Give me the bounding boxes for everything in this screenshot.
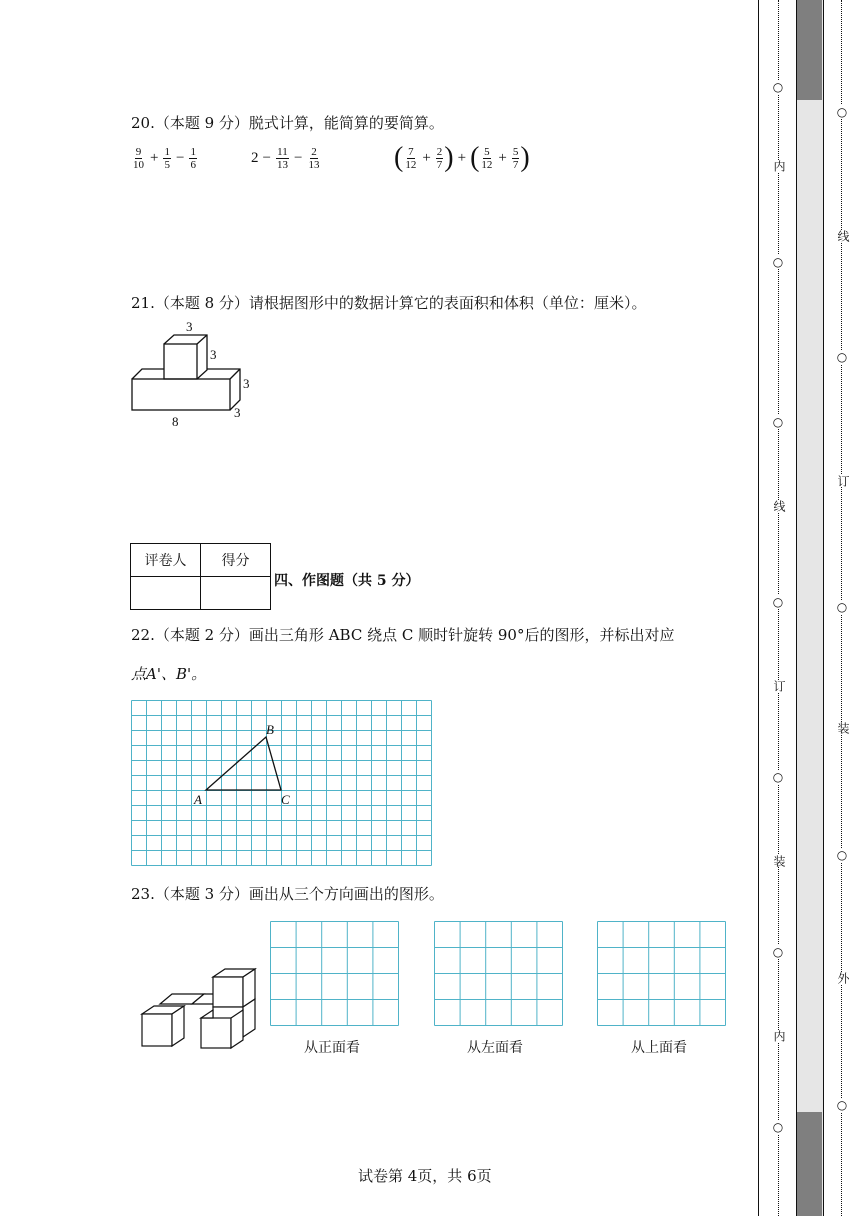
binding-circle: ○ (835, 1098, 849, 1112)
fraction-numerator: 2 (311, 146, 317, 158)
binding-strip (796, 0, 824, 1216)
triangle-abc (206, 737, 281, 790)
caption-left-view: 从左面看 (467, 1040, 523, 1056)
q21-text: 21.（本题 8 分）请根据图形中的数据计算它的表面积和体积（单位：厘米）。 (131, 294, 647, 312)
score-table-header-grader: 评卷人 (131, 544, 201, 577)
point-c-label: C (281, 792, 290, 807)
binding-circle: ○ (771, 1120, 785, 1134)
operator: − (293, 150, 303, 166)
score-table-header-score: 得分 (201, 544, 271, 577)
binding-circle: ○ (835, 105, 849, 119)
fraction-numerator: 5 (512, 145, 519, 158)
point-a-label: A (194, 792, 202, 807)
caption-front-view: 从正面看 (304, 1040, 360, 1056)
binding-inner-label: 订 (772, 680, 786, 692)
fraction-denominator: 10 (133, 159, 144, 171)
binding-inner-label: 线 (772, 500, 786, 512)
section-title: 四、作图题（共 5 分） (274, 573, 420, 589)
binding-circle: ○ (835, 350, 849, 364)
binding-circle: ○ (771, 415, 785, 429)
fraction-numerator: 2 (436, 145, 443, 158)
binding-circle: ○ (771, 945, 785, 959)
view-grid-front (270, 921, 400, 1027)
operator: − (175, 150, 185, 166)
dimension-label: 3 (243, 376, 250, 391)
fraction-denominator: 6 (190, 159, 196, 171)
q22-text: 22.（本题 2 分）画出三角形 ABC 绕点 C 顺时针旋转 90°后的图形，并标出对应 (131, 626, 675, 644)
operator: + (457, 149, 467, 166)
q23-text: 23.（本题 3 分）画出从三个方向画出的图形。 (131, 885, 444, 903)
operator: + (422, 149, 431, 166)
binding-inner-label: 装 (772, 855, 786, 867)
fraction-numerator: 9 (135, 146, 142, 158)
fraction-numerator: 7 (408, 145, 414, 158)
cuboid-figure (120, 318, 260, 430)
binding-outer-label: 外 (836, 972, 850, 984)
fraction-denominator: 7 (436, 158, 443, 171)
binding-circle: ○ (771, 595, 785, 609)
fraction-denominator: 12 (405, 158, 417, 171)
binding-inner-label: 内 (772, 1030, 786, 1042)
fraction-denominator: 5 (164, 159, 170, 171)
operator: − (262, 150, 271, 166)
fraction-numerator: 11 (277, 146, 288, 158)
fraction-denominator: 13 (308, 159, 320, 171)
q20-expression-1 (131, 146, 198, 171)
dimension-label: 3 (210, 347, 217, 362)
cubes-figure (138, 964, 260, 1054)
binding-strip-top-shade (797, 0, 822, 100)
dimension-label: 3 (186, 319, 193, 334)
binding-circle: ○ (771, 770, 785, 784)
grader-cell[interactable] (131, 577, 201, 610)
binding-circle: ○ (771, 255, 785, 269)
binding-outer-label: 装 (836, 722, 850, 734)
fraction-numerator: 5 (484, 145, 490, 158)
fraction-denominator: 12 (481, 158, 493, 171)
binding-outer-label: 订 (836, 475, 850, 487)
cube-front-face (164, 344, 197, 379)
operator: + (150, 150, 159, 166)
binding-outer-label: 线 (836, 230, 850, 242)
q20-expression-3: ( $\frac{7}{12}$ + $\frac{2}{7}$ ) + ( $\frac{5}{12}$ + $\frac{5}{7}$ ) (394, 142, 530, 173)
binding-circle: ○ (771, 80, 785, 94)
binding-border-left (758, 0, 759, 1216)
binding-strip-bottom-shade (797, 1112, 822, 1216)
fraction-denominator: 7 (512, 158, 519, 171)
binding-circle: ○ (835, 600, 849, 614)
score-table (130, 543, 271, 610)
q22-grid (131, 700, 433, 868)
caption-top-view: 从上面看 (631, 1040, 687, 1056)
integer: 2 (251, 150, 259, 166)
q20-text: 20.（本题 9 分）脱式计算，能简算的要简算。 (131, 114, 444, 132)
dimension-label: 8 (172, 414, 179, 429)
dimension-label: 3 (234, 405, 241, 420)
fraction-denominator: 13 (276, 159, 288, 171)
binding-circle: ○ (835, 848, 849, 862)
view-grid-left (434, 921, 564, 1027)
fraction-numerator: 1 (164, 146, 170, 158)
base-front-face (132, 379, 230, 410)
q22-text-line2: 点A'、B'。 (131, 665, 207, 683)
fraction-numerator: 1 (190, 146, 196, 158)
binding-inner-label: 内 (772, 160, 786, 172)
q20-expression-2 (251, 146, 321, 171)
page-footer: 试卷第 4页，共 6页 (358, 1167, 492, 1185)
operator: + (498, 149, 507, 166)
score-cell[interactable] (201, 577, 271, 610)
point-b-label: B (266, 722, 274, 737)
view-grid-top (597, 921, 727, 1027)
